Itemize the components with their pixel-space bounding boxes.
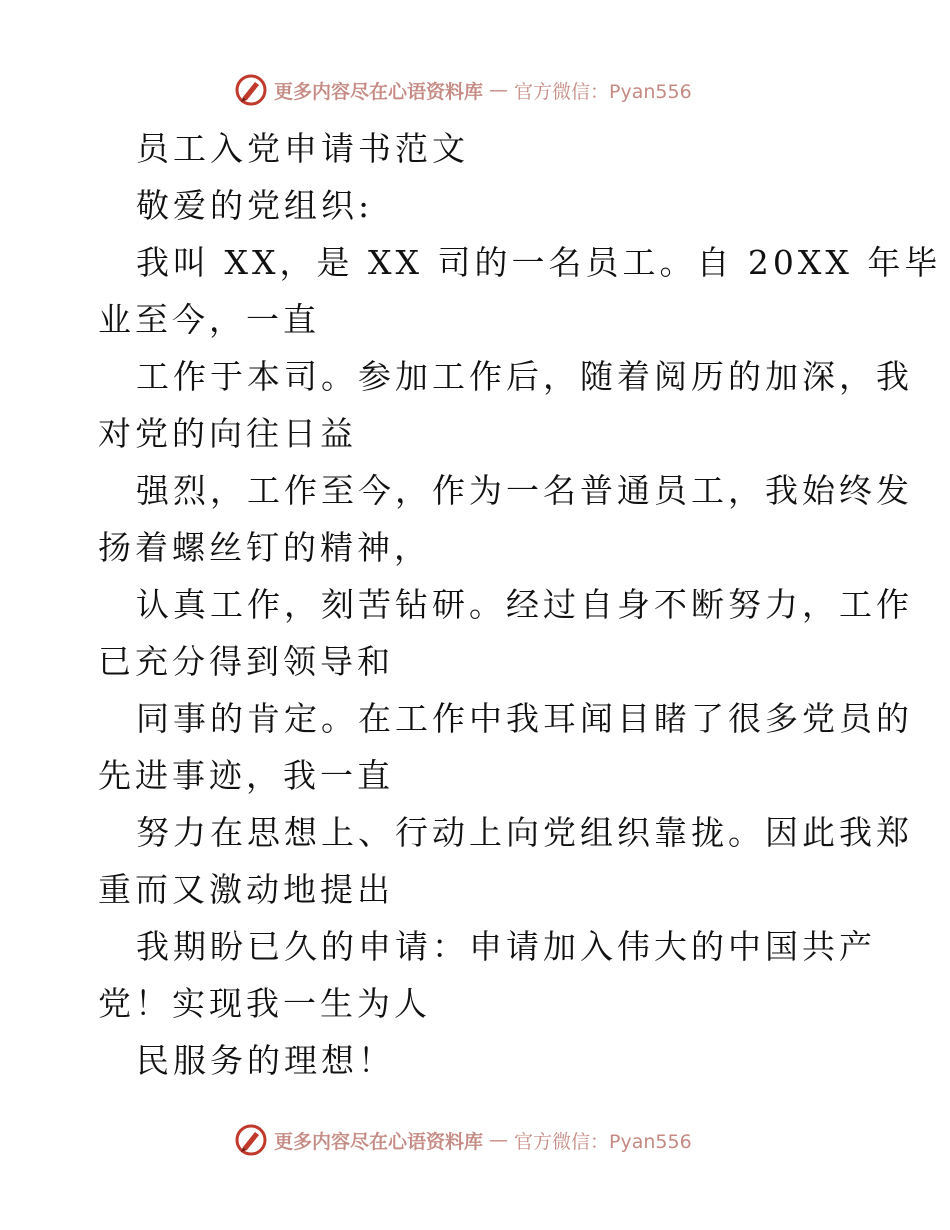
- footer-banner: [234, 1122, 734, 1158]
- header-banner: [234, 72, 734, 108]
- text-line: 对党的向往日益: [98, 414, 357, 453]
- text-line: 民服务的理想！: [136, 1041, 395, 1080]
- text-line: 先进事迹，我一直: [98, 756, 394, 795]
- banner-site-text: 更多内容尽在心语资料库: [274, 1130, 484, 1153]
- pen-logo-icon: [234, 73, 268, 107]
- banner-separator: —: [489, 79, 509, 101]
- document-body: [98, 120, 942, 1089]
- banner-wechat-text: 官方微信：Pyan556: [514, 80, 692, 103]
- pen-logo-icon: [234, 1123, 268, 1157]
- document-title: 员工入党申请书范文: [136, 129, 469, 168]
- text-line: 党！实现我一生为人: [98, 984, 431, 1023]
- banner-site-text: 更多内容尽在心语资料库: [274, 80, 484, 103]
- banner-wechat-text: 官方微信：Pyan556: [514, 1130, 692, 1153]
- text-line: 工作于本司。参加工作后，随着阅历的加深，我: [136, 357, 913, 396]
- paragraph-lines: [98, 234, 942, 1089]
- text-line: 努力在思想上、行动上向党组织靠拢。因此我郑: [136, 813, 913, 852]
- text-line: 我叫 XX，是 XX 司的一名员工。自 20XX 年毕: [136, 243, 942, 282]
- text-line: 重而又激动地提出: [98, 870, 394, 909]
- banner-separator: —: [489, 1129, 509, 1151]
- greeting: 敬爱的党组织:: [136, 186, 374, 225]
- text-line: 我期盼已久的申请：申请加入伟大的中国共产: [136, 927, 876, 966]
- text-line: 认真工作，刻苦钻研。经过自身不断努力，工作: [136, 585, 913, 624]
- text-line: 扬着螺丝钉的精神，: [98, 528, 431, 567]
- text-line: 同事的肯定。在工作中我耳闻目睹了很多党员的: [136, 699, 913, 738]
- text-line: 强烈，工作至今，作为一名普通员工，我始终发: [136, 471, 913, 510]
- text-line: 业至今，一直: [98, 300, 320, 339]
- text-line: 已充分得到领导和: [98, 642, 394, 681]
